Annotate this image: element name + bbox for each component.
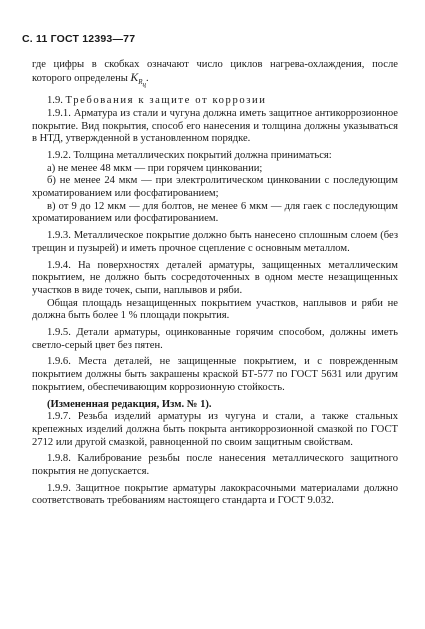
paragraph-1-9-8: 1.9.8. Калибрование резьбы после нанесения металлического защитного покрытия не допускается.	[32, 453, 398, 478]
intro-end: .	[145, 72, 149, 84]
page-header: С. 11 ГОСТ 12393—77	[22, 33, 136, 45]
section-heading-1-9	[32, 95, 398, 108]
paragraph-1-9-2: 1.9.2. Толщина металлических покрытий должна приниматься:	[47, 149, 332, 161]
paragraph-1-9-9: 1.9.9. Защитное покрытие арматуры лакокрасочными материалами должно соответствовать требованиям настоящего стандарта и ГОСТ 9.032.	[32, 482, 398, 507]
intro-text: где цифры в скобках означают число циклов нагрева-охлаждения, после которого определены	[32, 59, 398, 84]
amendment-note: (Измененная редакция, Изм. № 1).	[47, 398, 212, 410]
paragraph-1-9-1: 1.9.1. Арматура из стали и чугуна должна иметь защитное антикоррозионное покрытие. Вид покрытия, способ его нанесения и толщина должны указываться в НТД, утвержденной в установленном порядке.	[32, 107, 398, 145]
list-item-a: а) не менее 48 мкм — при горячем цинковании;	[47, 162, 263, 174]
paragraph-1-9-7: 1.9.7. Резьба изделий арматуры из чугуна и стали, а также стальных крепежных изделий должна быть покрыта антикоррозионной смазкой по ГОСТ 2712 или другой смазкой, равноценной по своим защитным свойствам.	[32, 411, 398, 448]
list-item-v: в) от 9 до 12 мкм — для болтов, не менее 6 мкм — для гаек с последующим хроматированием или фосфатированием.	[32, 200, 398, 225]
section-title: Требования к защите от коррозии	[65, 95, 267, 107]
document-body	[32, 59, 398, 508]
list-item-b: б) не менее 24 мкм — при электролитическом цинковании с последующим хроматированием или фосфатированием;	[32, 175, 398, 200]
symbol-subsub: ц	[142, 80, 146, 89]
paragraph-1-9-4: 1.9.4. На поверхностях деталей арматуры, защищенных металлическим покрытием, не должно быть сосредоточенных в одном месте незащищенных участков в виде точек, сыпи, наплывов и ряби.	[32, 259, 398, 296]
symbol-k: K	[130, 71, 139, 84]
paragraph-1-9-6: 1.9.6. Места деталей, не защищенные покрытием, и с поврежденным покрытием должны быть закрашены краской БТ-577 по ГОСТ 5631 или другим покрытием, обеспечивающим коррозионную стойкость.	[32, 356, 398, 393]
paragraph-1-9-3: 1.9.3. Металлическое покрытие должно быть нанесено сплошным слоем (без трещин и пузырей) и иметь прочное сцепление с основным металлом.	[32, 230, 398, 254]
symbol-sub-r: R	[138, 78, 143, 86]
paragraph-1-9-4-area: Общая площадь незащищенных покрытием участков, наплывов и ряби не должна быть более 1 % площади покрытия.	[32, 297, 398, 322]
symbol-k-r	[130, 71, 146, 89]
section-number: 1.9.	[47, 95, 63, 107]
paragraph-1-9-5: 1.9.5. Детали арматуры, оцинкованные горячим способом, должны иметь светло-серый цвет без пятен.	[32, 327, 398, 351]
paragraph-intro	[32, 59, 398, 91]
